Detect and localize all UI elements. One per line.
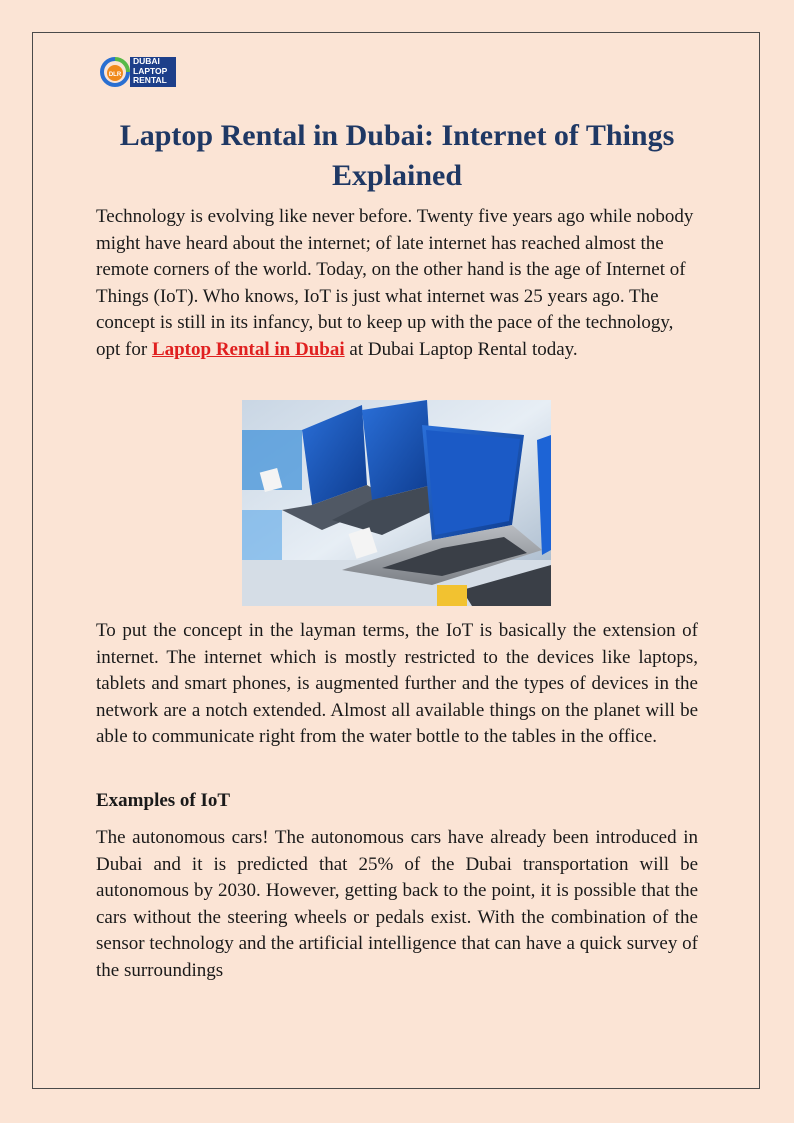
logo-swirl-icon [100, 56, 130, 88]
page-title: Laptop Rental in Dubai: Internet of Things Explained [119, 119, 675, 192]
laptops-on-shelf-image [242, 400, 551, 606]
intro-text-start: Technology is evolving like never before. Twenty five years ago while nobody might have heard about the internet; of late internet has reached almost the remote corners of the world. Today, on the other hand is the age of Internet of Things (IoT). Who knows, IoT is just what internet was 25 years ago. The concept is still in its infancy, but to keep up with the pace of the technology, opt for [96, 206, 694, 360]
intro-text-end: at Dubai Laptop Rental today. [344, 338, 578, 360]
laptop-rental-link[interactable]: Laptop Rental in Dubai [151, 338, 345, 360]
logo-line-2: LAPTOP [133, 65, 168, 76]
logo-wordmark [130, 57, 176, 87]
examples-paragraph: The autonomous cars! The autonomous cars have already been introduced in Dubai and it is predicted that 25% of the Dubai transportation will be autonomous by 2030. However, getting back to the point, it is possible that the cars without the steering wheels or pedals exist. With the combination of the sensor technology and the artificial intelligence that can have a quick survey of the surroundings [96, 827, 698, 981]
logo-badge-text: DLR [108, 72, 122, 78]
laptops-photo [242, 400, 551, 606]
iot-explanation-paragraph: To put the concept in the layman terms, the IoT is basically the extension of internet. The internet which is mostly restricted to the devices like laptops, tablets and smart phones, is augmented further and the types of devices in the network are a notch extended. Almost all available things on the planet will be able to communicate right from the water bottle to the tables in the office. [96, 620, 698, 748]
intro-paragraph [96, 204, 698, 364]
logo-line-3: RENTAL [133, 75, 167, 85]
section-heading-examples: Examples of IoT [96, 790, 231, 811]
logo-line-1: DUBAI [133, 56, 160, 66]
brand-logo[interactable] [100, 56, 178, 88]
